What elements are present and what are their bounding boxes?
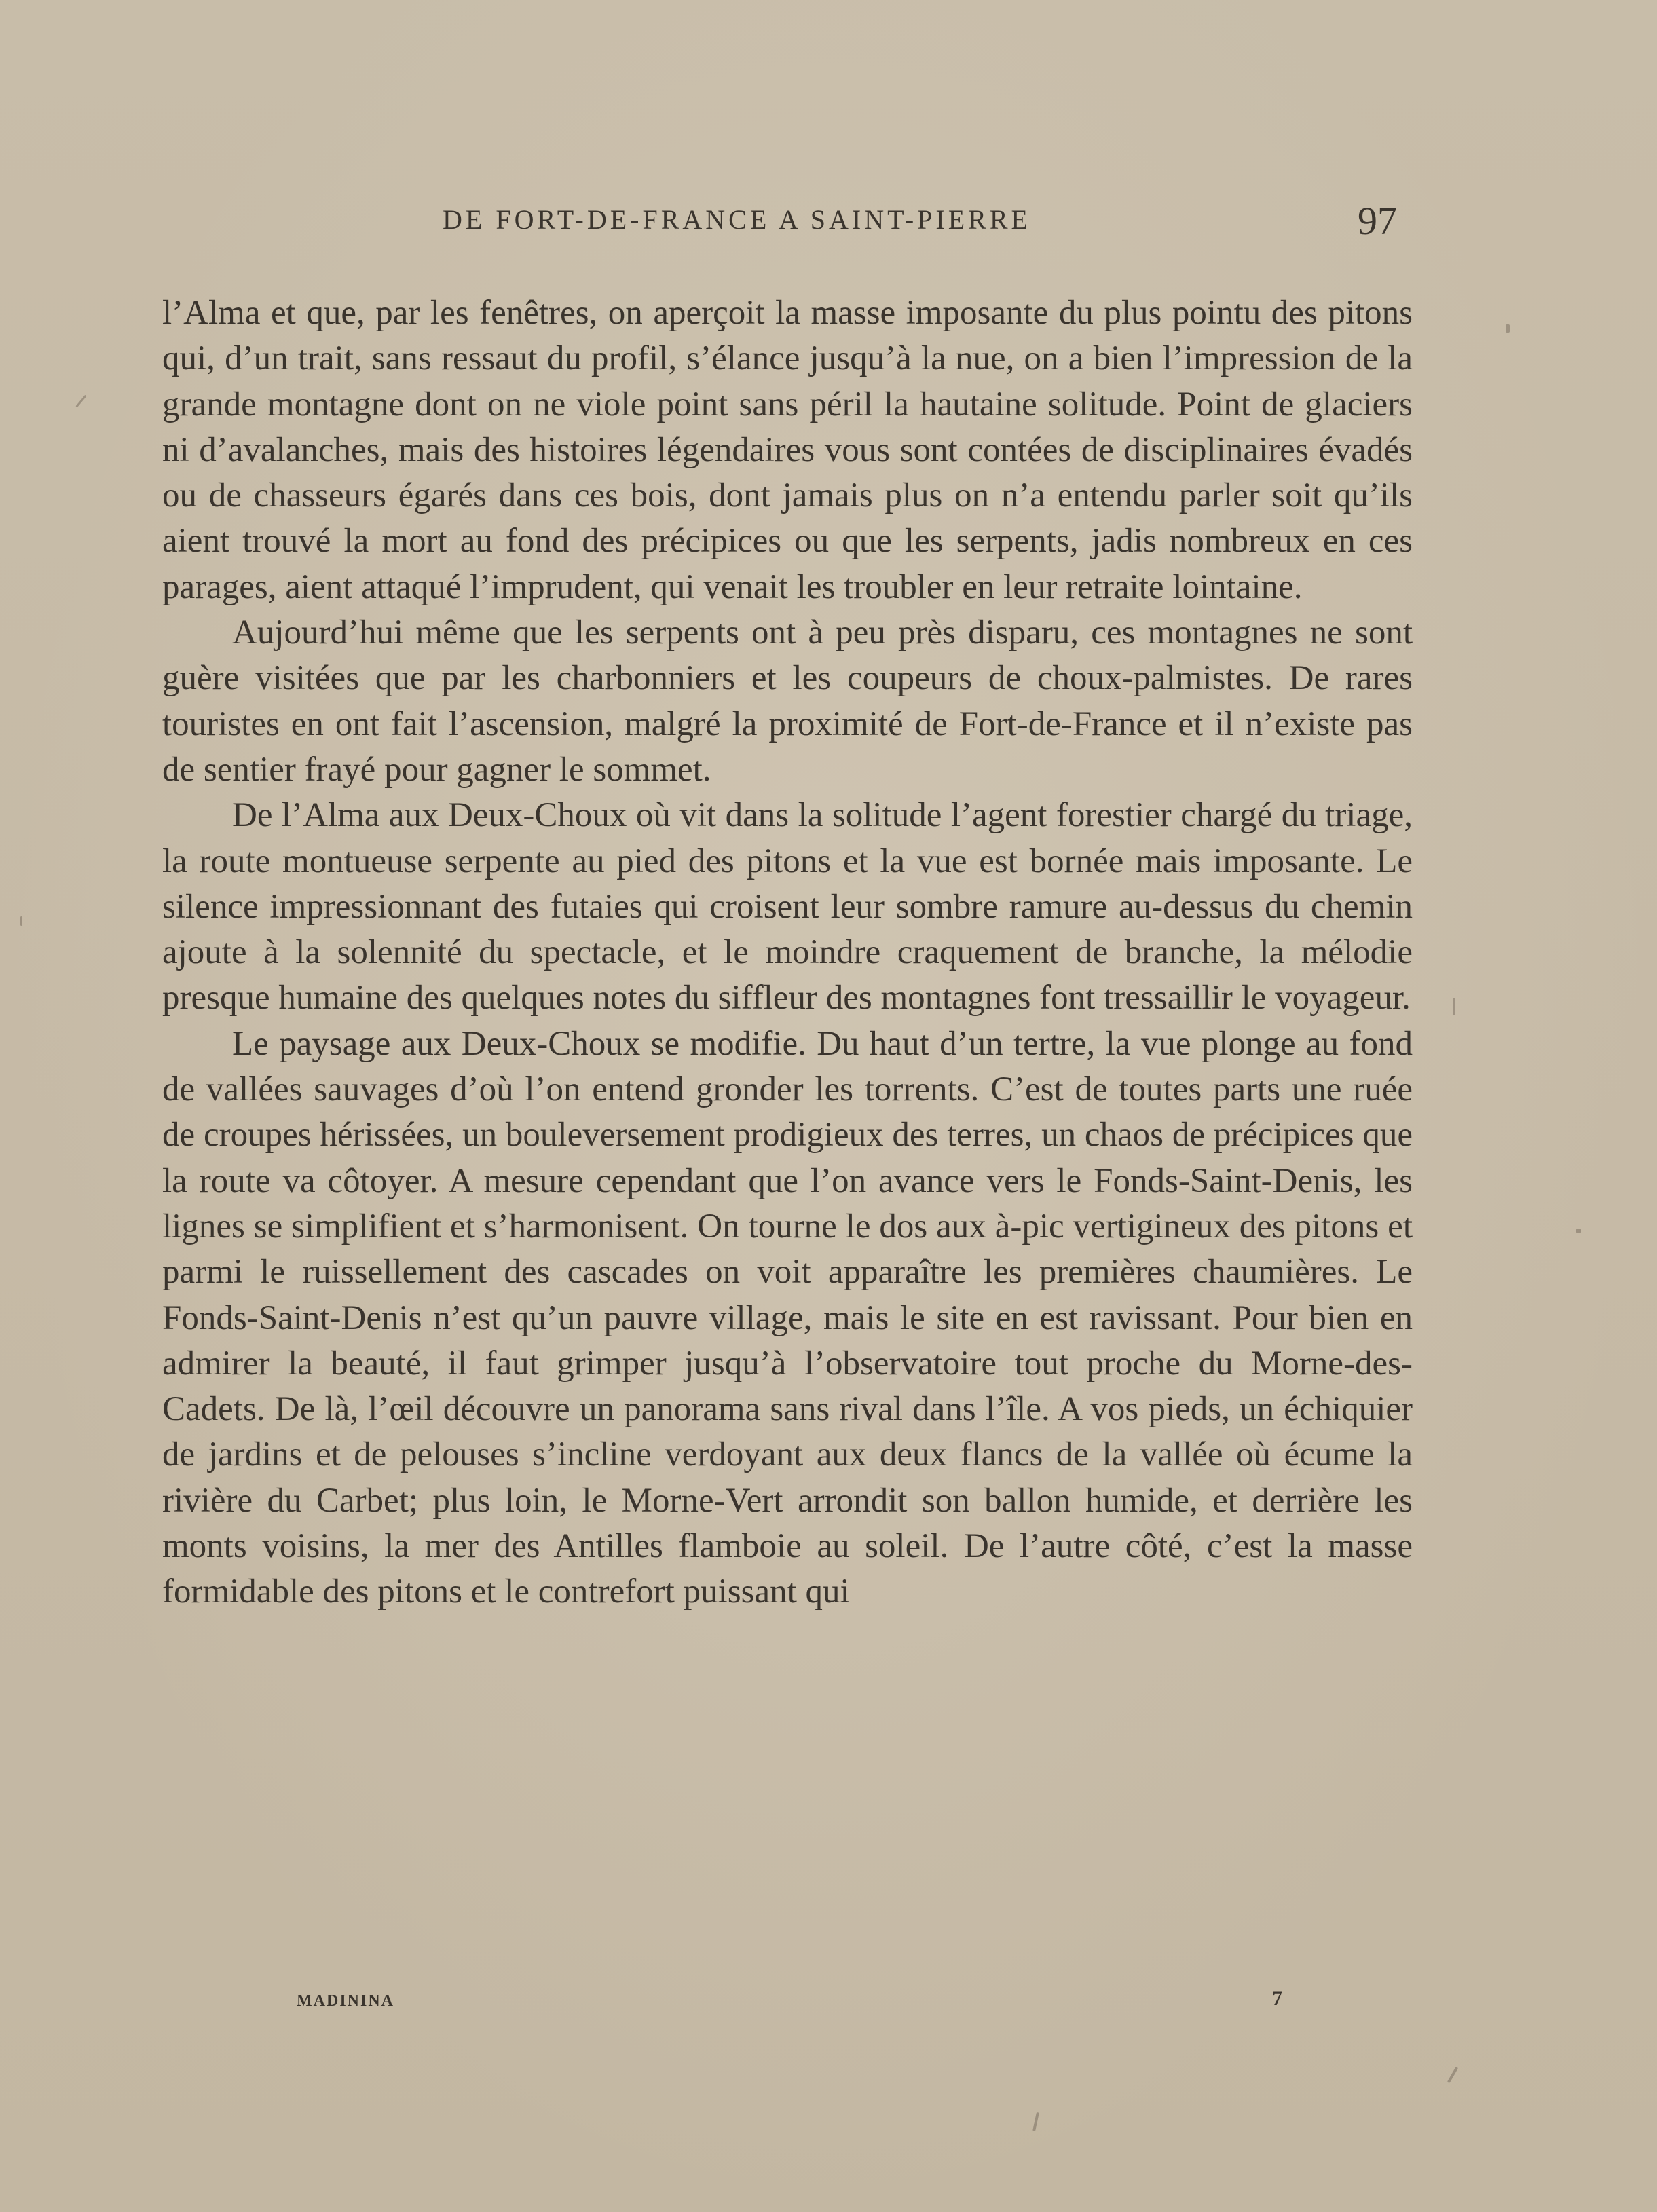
paper-speck [1506, 324, 1510, 333]
paper-speck [1453, 998, 1455, 1015]
body-text [162, 290, 1413, 1615]
paper-speck [1447, 2067, 1458, 2084]
printer-signature-mark: MADININA [297, 1992, 394, 2010]
paper-speck [1032, 2112, 1039, 2131]
running-title: DE FORT-DE-FRANCE A SAINT-PIERRE [443, 204, 1031, 235]
paper-speck [20, 916, 22, 926]
page-number: 97 [1358, 199, 1397, 243]
paragraph-continued: l’Alma et que, par les fenêtres, on aperçoit la masse imposante du plus pointu des pitons qui, d’un trait, sans ressaut du profil, s’élance jusqu’à la nue, on a bien l’impression de la grande montagne dont on ne viole point sans péril la hautaine solitude. Point de glaciers ni d’avalanches, mais des histoires légendaires vous sont contées de disciplinaires évadés ou de chasseurs égarés dans ces bois, dont jamais plus on n’a entendu parler soit qu’ils aient trouvé la mort au fond des précipices ou que les serpents, jadis nombreux en ces parages, aient attaqué l’imprudent, qui venait les troubler en leur retraite lointaine. [162, 294, 1413, 606]
paper-speck [75, 395, 86, 408]
paper-speck [1576, 1229, 1581, 1233]
paragraph: Le paysage aux Deux-Choux se modifie. Du haut d’un tertre, la vue plonge au fond de vallées sauvages d’où l’on entend gronder les torrents. C’est de toutes parts une ruée de croupes hérissées, un bouleversement prodigieux des terres, un chaos de précipices que la route va côtoyer. A mesure cependant que l’on avance vers le Fonds-Saint-Denis, les lignes se simplifient et s’harmonisent. On tourne le dos aux à-pic vertigineux des pitons et parmi le ruissellement des cascades on voit apparaître les premières chaumières. Le Fonds-Saint-Denis n’est qu’un pauvre village, mais le site en est ravissant. Pour bien en admirer la beauté, il faut grimper jusqu’à l’observatoire tout proche du Morne-des-Cadets. De là, l’œil découvre un panorama sans rival dans l’île. A vos pieds, un échiquier de jardins et de pelouses s’incline verdoyant aux deux flancs de la vallée où écume la rivière du Carbet; plus loin, le Morne-Vert arrondit son ballon humide, et derrière les monts voisins, la mer des Antilles flamboie au soleil. De l’autre côté, c’est la masse formidable des pitons et le contrefort puissant qui [162, 1024, 1413, 1611]
paragraph: De l’Alma aux Deux-Choux où vit dans la solitude l’agent forestier chargé du triage, la route montueuse serpente au pied des pitons et la vue est bornée mais imposante. Le silence impressionnant des futaies qui croisent leur sombre ramure au-dessus du chemin ajoute à la solennité du spectacle, et le moindre craquement de branche, la mélodie presque humaine des quelques notes du siffleur des montagnes font tressaillir le voyageur. [162, 796, 1413, 1017]
paragraph: Aujourd’hui même que les serpents ont à peu près disparu, ces montagnes ne sont guère visitées que par les charbonniers et les coupeurs de choux-palmistes. De rares touristes en ont fait l’ascension, malgré la proximité de Fort-de-France et il n’existe pas de sentier frayé pour gagner le sommet. [162, 614, 1413, 789]
printer-signature-number: 7 [1272, 1987, 1282, 2010]
